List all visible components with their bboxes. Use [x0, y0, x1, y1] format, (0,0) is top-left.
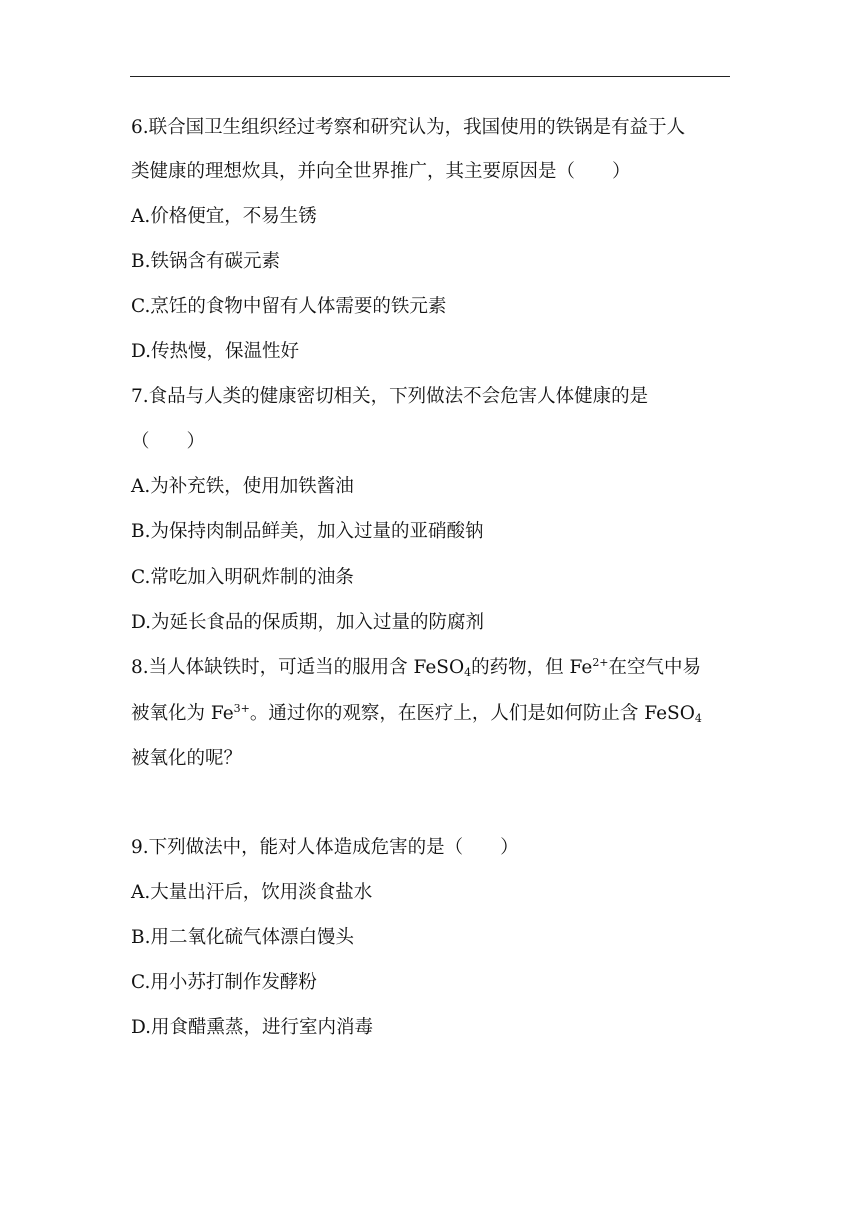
q8-text: 的药物，但 Fe — [471, 657, 593, 678]
q9-option-b: B.用二氧化硫气体漂白馒头 — [131, 927, 354, 948]
q8-superscript: 3+ — [233, 702, 250, 715]
q6-stem-line1: 6.联合国卫生组织经过考察和研究认为，我国使用的铁锅是有益于人 — [131, 117, 686, 138]
q6-option-d: D.传热慢，保温性好 — [131, 341, 300, 362]
q8-text: 在空气中易 — [608, 657, 702, 678]
q8-text: 被氧化为 Fe — [131, 703, 234, 724]
header-rule — [130, 76, 730, 77]
q7-option-c: C.常吃加入明矾炸制的油条 — [131, 567, 354, 588]
q6-option-b: B.铁锅含有碳元素 — [131, 251, 280, 272]
q9-option-c: C.用小苏打制作发酵粉 — [131, 972, 317, 993]
q8-text: 。通过你的观察，在医疗上，人们是如何防止含 FeSO — [249, 703, 695, 724]
q6-option-c: C.烹饪的食物中留有人体需要的铁元素 — [131, 296, 447, 317]
q8-text: 8.当人体缺铁时，可适当的服用含 FeSO — [131, 657, 465, 678]
q7-option-b: B.为保持肉制品鲜美，加入过量的亚硝酸钠 — [131, 521, 484, 542]
q6-option-a: A.价格便宜，不易生锈 — [131, 206, 317, 227]
q9-stem: 9.下列做法中，能对人体造成危害的是（ ） — [131, 837, 519, 858]
q9-option-d: D.用食醋熏蒸，进行室内消毒 — [131, 1017, 374, 1038]
q7-stem-line1: 7.食品与人类的健康密切相关，下列做法不会危害人体健康的是 — [131, 386, 649, 407]
q7-option-d: D.为延长食品的保质期，加入过量的防腐剂 — [131, 612, 485, 633]
q8-subscript: 4 — [464, 666, 472, 679]
q8-subscript: 4 — [694, 712, 702, 725]
q7-stem-line2: （ ） — [131, 431, 206, 452]
q8-stem-line1 — [131, 656, 701, 680]
q7-option-a: A.为补充铁，使用加铁酱油 — [131, 476, 354, 497]
q8-stem-line3: 被氧化的呢？ — [131, 748, 243, 769]
q6-stem-line2: 类健康的理想炊具，并向全世界推广，其主要原因是（ ） — [131, 161, 631, 182]
q9-option-a: A.大量出汗后，饮用淡食盐水 — [131, 882, 373, 903]
q8-superscript: 2+ — [592, 656, 609, 669]
q8-stem-line2 — [131, 702, 702, 726]
